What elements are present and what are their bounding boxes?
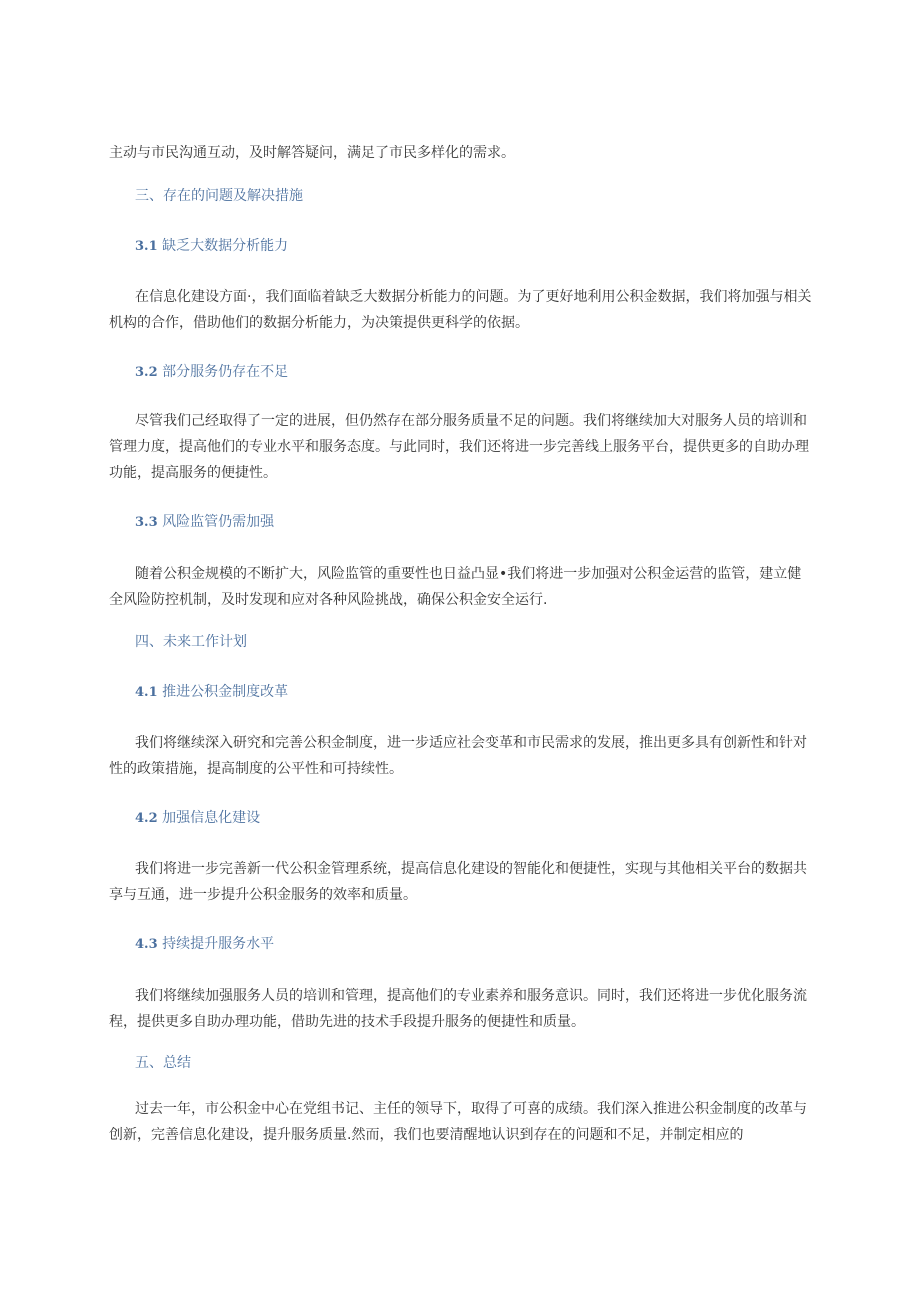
section-heading-5: 五、总结: [135, 1055, 191, 1071]
subsection-heading-3-3: [135, 512, 274, 533]
subsection-title: 风险监管仍需加强: [162, 514, 275, 530]
subsection-number: 4.3: [135, 937, 158, 952]
paragraph-3-1: 在信息化建设方面·，我们面临着缺乏大数据分析能力的问题。为了更好地利用公积金数据，我们将加强与相关机构的合作，借助他们的数据分析能力，为决策提供更科学的依据。: [109, 289, 812, 331]
subsection-heading-4-2: [135, 808, 260, 829]
subsection-heading-3-1: [135, 236, 288, 257]
subsection-number: 3.1: [135, 239, 158, 254]
subsection-title: 部分服务仍存在不足: [162, 364, 289, 380]
paragraph-4-1: 我们将继续深入研究和完善公积金制度，进一步适应社会变革和市民需求的发展，推出更多具有创新性和针对性的政策措施，提高制度的公平性和可持续性。: [109, 735, 807, 777]
paragraph-5: 过去一年，市公积金中心在党组书记、主任的领导下，取得了可喜的成绩。我们深入推进公积金制度的改革与创新，完善信息化建设，提升服务质量.然而，我们也要清醒地认识到存在的问题和不足，并制定相应的: [109, 1101, 807, 1143]
subsection-number: 4.2: [135, 811, 158, 826]
subsection-heading-4-1: [135, 682, 288, 703]
subsection-title: 持续提升服务水平: [162, 936, 275, 952]
section-heading-4: 四、未来工作计划: [135, 634, 247, 650]
paragraph-4-3: 我们将继续加强服务人员的培训和管理，提高他们的专业素养和服务意识。同时，我们还将进一步优化服务流程，提供更多自助办理功能，借助先进的技术手段提升服务的便捷性和质量。: [109, 988, 807, 1030]
paragraph-3-2: 尽管我们己经取得了一定的进展，但仍然存在部分服务质量不足的问题。我们将继续加大对服务人员的培训和管理力度，提高他们的专业水平和服务态度。与此同时，我们还将进一步完善线上服务平台，提供更多的自助办理功能，提高服务的便捷性。: [109, 413, 809, 481]
paragraph-4-2: 我们将进一步完善新一代公积金管理系统，提高信息化建设的智能化和便捷性，实现与其他相关平台的数据共享与互通，进一步提升公积金服务的效率和质量。: [109, 861, 807, 903]
section-heading-3: 三、存在的问题及解决措施: [135, 188, 303, 204]
subsection-title: 缺乏大数据分析能力: [162, 238, 289, 254]
subsection-number: 3.3: [135, 515, 158, 530]
subsection-title: 加强信息化建设: [162, 810, 261, 826]
subsection-number: 3.2: [135, 365, 158, 380]
subsection-title: 推进公积金制度改革: [162, 684, 289, 700]
paragraph-intro-tail: 主动与市民沟通互动，及时解答疑问，满足了市民多样化的需求。: [109, 145, 515, 161]
subsection-heading-3-2: [135, 362, 288, 383]
subsection-number: 4.1: [135, 685, 158, 700]
paragraph-3-3: 随着公积金规模的不断扩大，风险监管的重要性也日益凸显•我们将进一步加强对公积金运营的监管，建立健全风险防控机制，及时发现和应对各种风险挑战，确保公积金安全运行.: [109, 566, 802, 608]
subsection-heading-4-3: [135, 934, 274, 955]
